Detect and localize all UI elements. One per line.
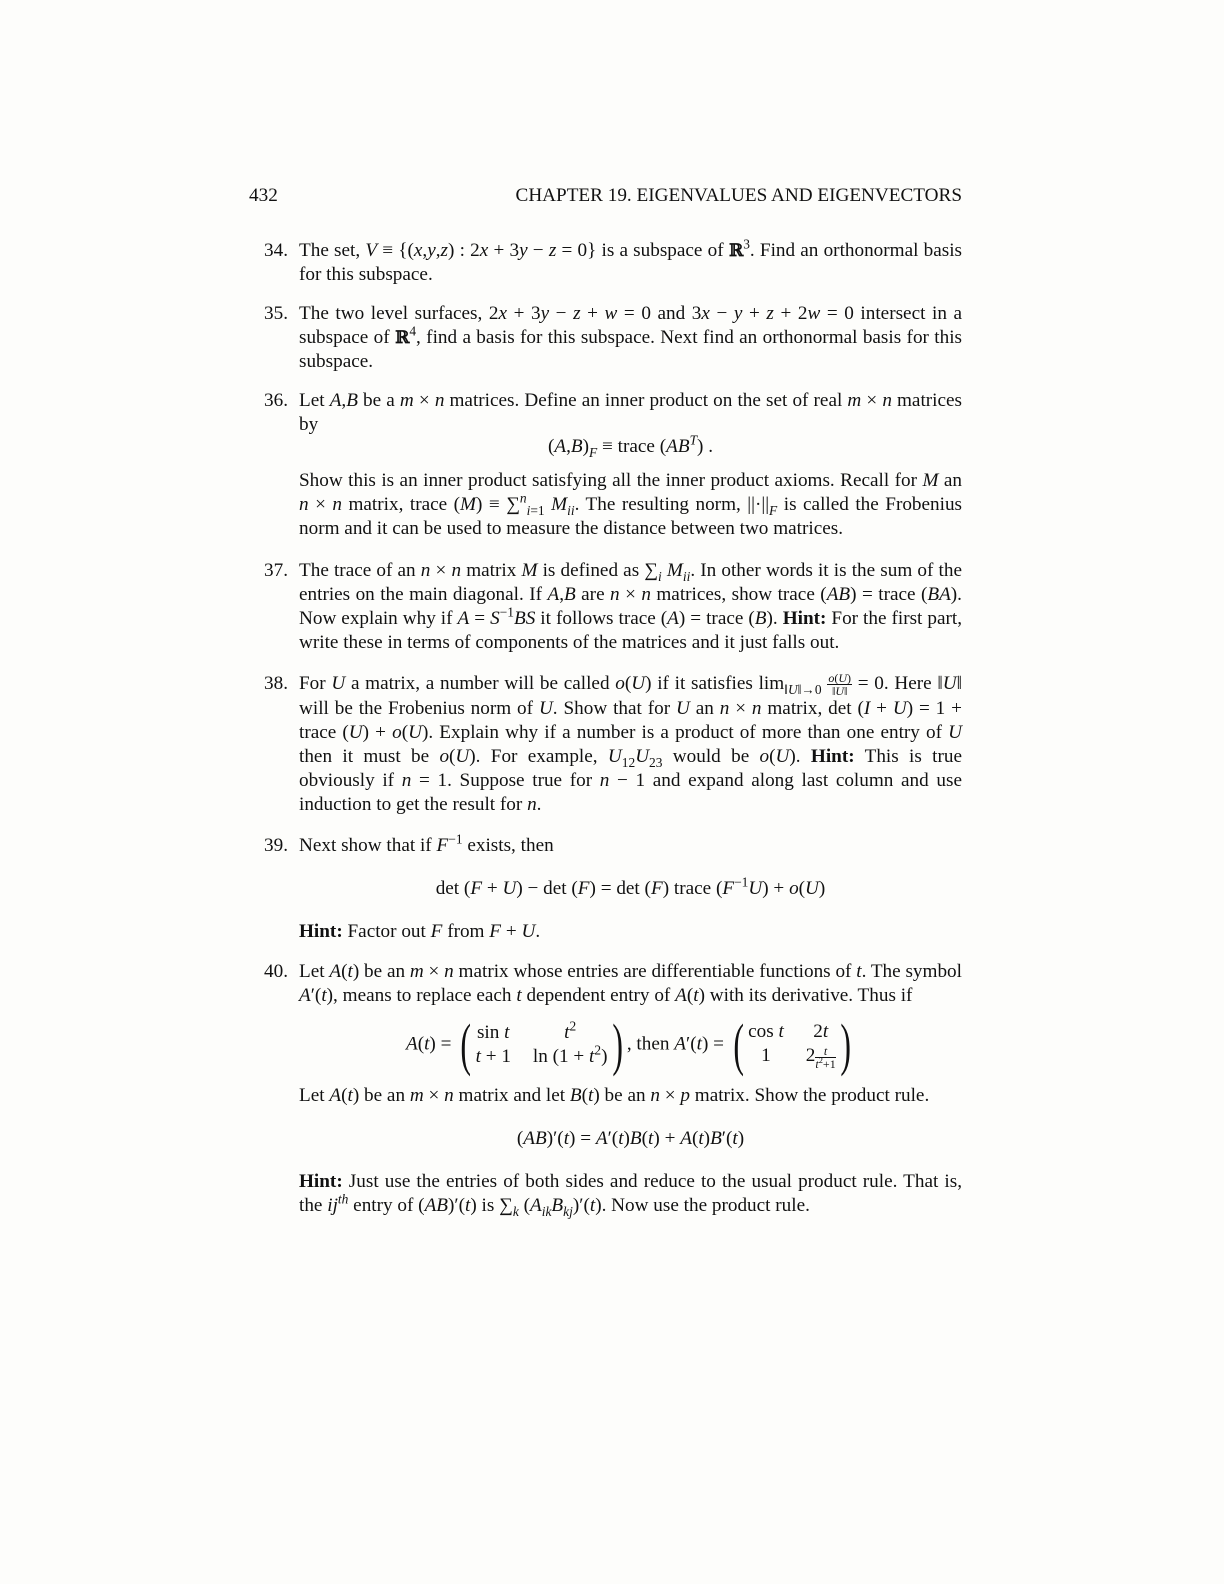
display-equation: (AB)′(t) = A′(t)B(t) + A(t)B′(t) [516, 1128, 745, 1149]
problem-text: The two level surfaces, 2x + 3y − z + w = 0 and 3x − y + z + 2w = 0 intersect in a subspace of ℝ$^4$, find a basis for this subspace. Next find an orthonormal basis for this subspace. [299, 303, 963, 372]
problem-38 [264, 672, 962, 817]
page-number: 432 [249, 185, 278, 206]
matrix-cell: 2 $\frac{t}{t^2+1}$ [805, 1043, 836, 1071]
problem-36 [264, 389, 962, 541]
problem-35 [264, 302, 962, 374]
matrix-cell: 2t [813, 1021, 829, 1043]
problem-text: The set, V ≡ {(x,y,z) : 2x + 3y − z = 0} is a subspace of ℝ$^3$. Find an orthonormal basis for this subspace. [299, 236, 963, 285]
problem-intro: Next show that if $F^{-1}$ exists, then [299, 831, 554, 856]
chapter-title: CHAPTER 19. EIGENVALUES AND EIGENVECTORS [515, 185, 962, 206]
display-equation: det (F + U) − det (F) = det (F) trace $(F^{-1}U) + o(U)$ [435, 874, 826, 899]
problem-intro: Let A,B be a m × n matrices. Define an inner product on the set of real m × n matrices by [299, 390, 963, 435]
hint-text: Hint: Just use the entries of both sides and reduce to the usual product rule. That is, the $ij^{th}$ entry of (AB)′(t) is $\sum_k$ $(A_{ik}B_{kj})'(t)$. Now use the product rule. [299, 1171, 962, 1219]
problem-number: 34. [264, 240, 288, 261]
problem-number: 38. [264, 673, 288, 694]
matrix-A: ( sin t $t^2$ t + 1 $\ln (1 + t^2)$ ) [460, 1012, 623, 1077]
display-equation: $(A,B)_F$ ≡ trace $(AB^T)$ . [547, 432, 714, 460]
problem-number: 37. [264, 560, 288, 581]
matrix-cell: t + 1 [475, 1046, 511, 1067]
matrix-display: A(t) = ( sin t $t^2$ t + 1 $\ln (1 + t^2)$ ) , then A′(t) = ( cos t 2t 1 2 $\frac{t}{t^2+1}$ ) [299, 1016, 962, 1076]
problem-40 [264, 960, 962, 1218]
problem-middle: Let A(t) be an m × n matrix and let B(t) be an n × p matrix. Show the product rule. [299, 1085, 930, 1106]
matrix-cell: $\ln (1 + t^2)$ [532, 1042, 608, 1067]
hint-label: Hint: [299, 1171, 343, 1192]
problem-number: 36. [264, 390, 288, 411]
problem-intro: Let A(t) be an m × n matrix whose entries are differentiable functions of t. The symbol A′(t), means to replace each t dependent entry of A(t) with its derivative. Thus if [299, 961, 962, 1006]
hint-label: Hint: [782, 608, 827, 629]
fraction: $\frac{o(U)}{‖U‖}$ [828, 671, 851, 699]
matrix-cell: $t^2$ [564, 1018, 577, 1043]
page-header [249, 184, 962, 208]
problem-text: Show this is an inner product satisfying all the inner product axioms. Recall for M an n × n matrix, trace (M) ≡ ∑$^n_{i=1}$ $M_{ii}$. The resulting norm, $||\cdot||_F$ is called the Frobenius norm and it can be used to measure the distance between two matrices. [299, 470, 963, 539]
problem-37 [264, 559, 962, 655]
problem-text: The trace of an n × n matrix M is defined as $\sum_i$ $M_{ii}$. In other words it is the sum of the entries on the main diagonal. If A,B are n × n matrices, show trace (AB) = trace (BA). Now explain why if $A = S^{-1}BS$ it follows trace (A) = trace (B). Hint: For the first part, write these in terms of components of the matrices and it just falls out. [299, 560, 963, 653]
hint-label: Hint: [299, 921, 343, 942]
problem-number: 40. [264, 961, 288, 982]
problem-text: For U a matrix, a number will be called o(U) if it satisfies $\lim_{‖U‖\to 0}$ $\frac{o(U)}{‖U‖}$ = 0. Here ‖U‖ will be the Frobenius norm of U. Show that for U an n × n matrix, det (I + U) = 1 + trace (U) + o(U). Explain why if a number is a product of more than one entry of U then it must be o(U). For example, $U_{12}U_{23}$ would be o(U). Hint: This is true obviously if n = 1. Suppose true for n − 1 and expand along last column and use induction to get the result for n. [299, 671, 962, 816]
hint-text: Hint: Factor out F from F + U. [299, 921, 541, 942]
matrix-cell: sin t [476, 1022, 510, 1043]
hint-label: Hint: [810, 746, 855, 768]
problem-number: 35. [264, 303, 288, 324]
matrix-cell: 1 [761, 1045, 771, 1067]
problem-34 [264, 236, 963, 287]
matrix-A-prime: ( cos t 2t 1 2 $\frac{t}{t^2+1}$ ) [733, 1012, 851, 1077]
problem-39 [264, 831, 962, 944]
matrix-cell: cos t [748, 1021, 784, 1043]
problem-number: 39. [264, 835, 288, 856]
